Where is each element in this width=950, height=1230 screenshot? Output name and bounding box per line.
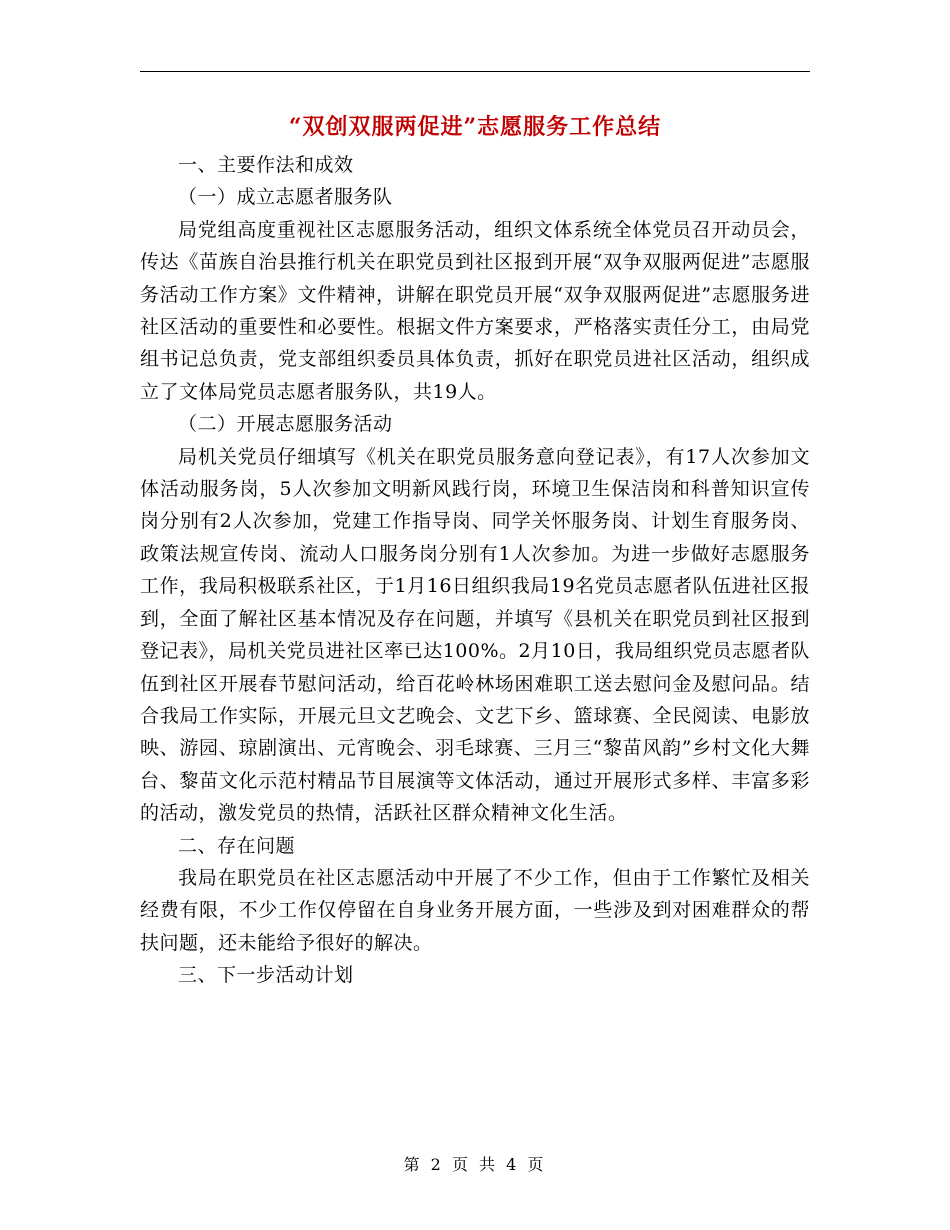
section-heading-1: 一、主要作法和成效 (178, 154, 354, 176)
document-title: “双创双服两促进”志愿服务工作总结 (288, 114, 662, 140)
subsection-heading-1: （一）成立志愿者服务队 (178, 186, 393, 209)
body-paragraph-1: 局党组高度重视社区志愿服务活动，组织文体系统全体党员召开动员会，传达《苗族自治县推行机关在职党员到社区报到开展“双争双服两促进”志愿服务活动工作方案》文件精神，讲解在职党员开展“双争双服两促进”志愿服务进社区活动的重要性和必要性。根据文件方案要求，严格落实责任分工，由局党组书记总负责，党支部组织委员具体负责，抓好在职党员进社区活动，组织成立了文体局党员志愿者服务队，共19人。 (140, 218, 810, 403)
document-body (140, 149, 810, 992)
subsection-heading-2: （二）开展志愿服务活动 (178, 413, 393, 436)
body-paragraph-2: 局机关党员仔细填写《机关在职党员服务意向登记表》，有17人次参加文体活动服务岗，5人次参加文明新风践行岗，环境卫生保洁岗和科普知识宣传岗分别有2人次参加，党建工作指导岗、同学关怀服务岗、计划生育服务岗、政策法规宣传岗、流动人口服务岗分别有1人次参加。为进一步做好志愿服务工作，我局积极联系社区，于1月16日组织我局19名党员志愿者队伍进社区报到，全面了解社区基本情况及存在问题，并填写《县机关在职党员到社区报到登记表》，局机关党员进社区率已达100%。2月10日，我局组织党员志愿者队伍到社区开展春节慰问活动，给百花岭林场困难职工送去慰问金及慰问品。结合我局工作实际，开展元旦文艺晚会、文艺下乡、篮球赛、全民阅读、电影放映、游园、琼剧演出、元宵晚会、羽毛球赛、三月三“黎苗风韵”乡村文化大舞台、黎苗文化示范村精品节目展演等文体活动，通过开展形式多样、丰富多彩的活动，激发党员的热情，活跃社区群众精神文化生活。 (140, 445, 810, 825)
header-rule (140, 71, 810, 72)
section-heading-3: 三、下一步活动计划 (178, 964, 354, 987)
page-footer: 第 2 页 共 4 页 (403, 1155, 547, 1174)
body-paragraph-3: 我局在职党员在社区志愿活动中开展了不少工作，但由于工作繁忙及相关经费有限，不少工作仅停留在自身业务开展方面，一些涉及到对困难群众的帮扶问题，还未能给予很好的解决。 (140, 866, 810, 954)
section-heading-2: 二、存在问题 (178, 834, 296, 857)
